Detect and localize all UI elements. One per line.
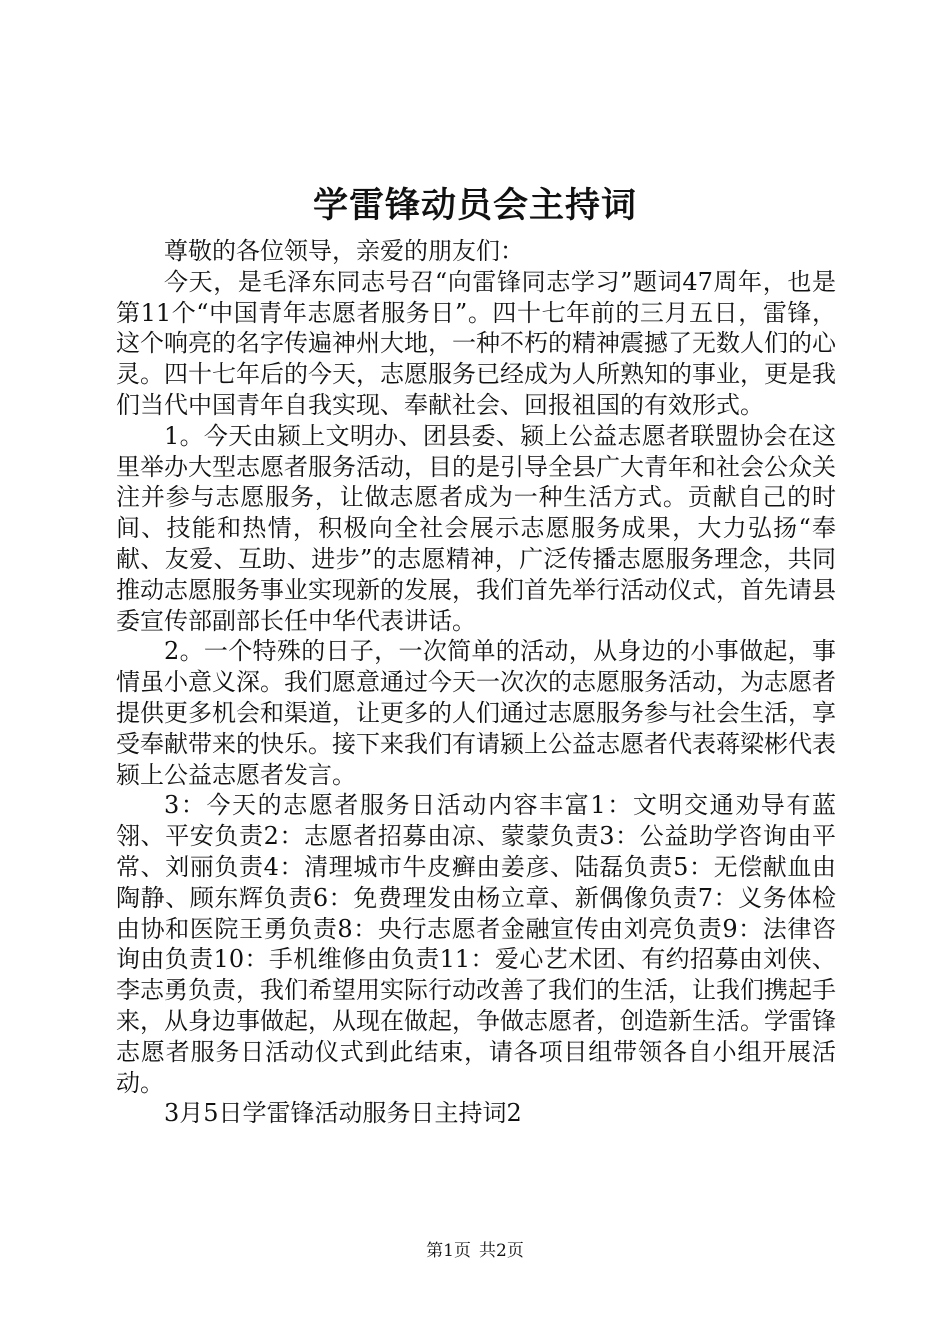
paragraph-item-1: 1。今天由颍上文明办、团县委、颍上公益志愿者联盟协会在这里举办大型志愿者服务活动，目的是引导全县广大青年和社会公众关注并参与志愿服务，让做志愿者成为一种生活方式。贡献自己的时间、技能和热情，积极向全社会展示志愿服务成果，大力弘扬“奉献、友爱、互助、进步”的志愿精神，广泛传播志愿服务理念，共同推动志愿服务事业实现新的发展，我们首先举行活动仪式，首先请县委宣传部副部长任中华代表讲话。 bbox=[116, 421, 836, 635]
paragraph-item-3: 3：今天的志愿者服务日活动内容丰富1：文明交通劝导有蓝翎、平安负责2：志愿者招募由凉、蒙蒙负责3：公益助学咨询由平常、刘丽负责4：清理城市牛皮癣由姜彦、陆磊负责5：无偿献血由陶静、顾东辉负责6：免费理发由杨立章、新偶像负责7：义务体检由协和医院王勇负责8：央行志愿者金融宣传由刘亮负责9：法律咨询由负责10：手机维修由负责11：爱心艺术团、有约招募由刘侠、李志勇负责，我们希望用实际行动改善了我们的生活，让我们携起手来，从身边事做起，从现在做起，争做志愿者，创造新生活。学雷锋志愿者服务日活动仪式到此结束，请各项目组带领各自小组开展活动。 bbox=[116, 791, 836, 1097]
page-number-total: 共2页 bbox=[479, 1241, 524, 1261]
document-title: 学雷锋动员会主持词 bbox=[312, 185, 637, 226]
document-body bbox=[116, 236, 836, 1129]
page-footer bbox=[0, 1240, 950, 1262]
page-number-current: 第1页 bbox=[426, 1241, 471, 1261]
paragraph-greeting: 尊敬的各位领导，亲爱的朋友们： bbox=[164, 237, 524, 265]
paragraph-next-heading: 3月5日学雷锋活动服务日主持词2 bbox=[164, 1099, 522, 1128]
paragraph-intro: 今天，是毛泽东同志号召“向雷锋同志学习”题词47周年，也是第11个“中国青年志愿者服务日”。四十七年前的三月五日，雷锋，这个响亮的名字传遍神州大地，一种不朽的精神震撼了无数人们的心灵。四十七年后的今天，志愿服务已经成为人所熟知的事业，更是我们当代中国青年自我实现、奉献社会、回报祖国的有效形式。 bbox=[116, 267, 836, 419]
paragraph-item-2: 2。一个特殊的日子，一次简单的活动，从身边的小事做起，事情虽小意义深。我们愿意通过今天一次次的志愿服务活动，为志愿者提供更多机会和渠道，让更多的人们通过志愿服务参与社会生活，享受奉献带来的快乐。接下来我们有请颍上公益志愿者代表蒋梁彬代表颍上公益志愿者发言。 bbox=[116, 637, 836, 789]
